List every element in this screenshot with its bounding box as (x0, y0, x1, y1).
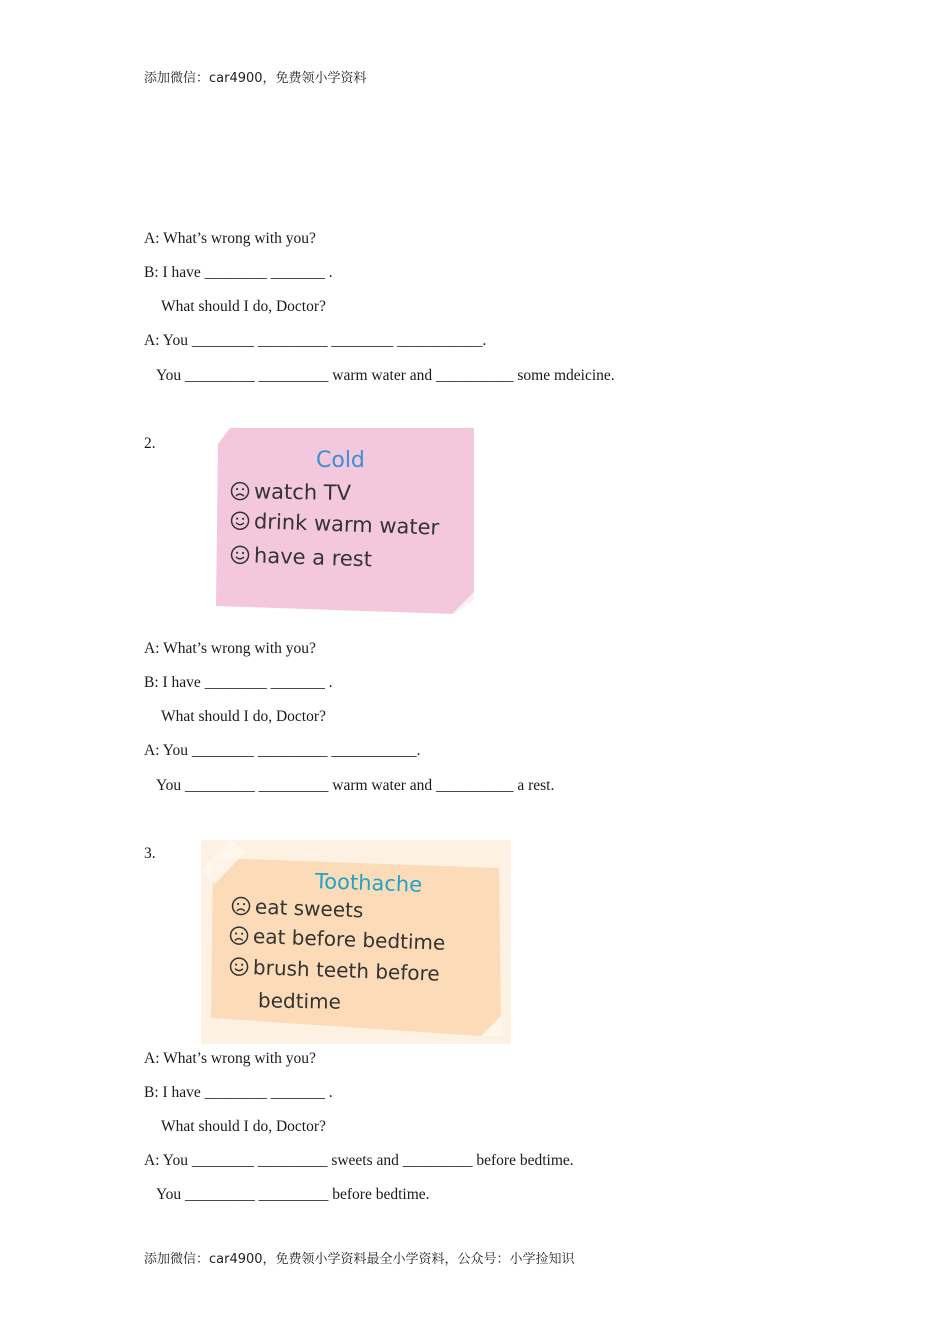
smile-face-icon (229, 956, 250, 977)
cold-item-rest: have a rest (230, 543, 373, 572)
s2-line-b2: What should I do, Doctor? (161, 708, 326, 725)
toothache-item-brush-cont: bedtime (257, 988, 342, 1014)
cold-item-watch-tv: watch TV (230, 479, 351, 505)
s1-line-a2: A: You ________ _________ ________ ___________. (144, 332, 487, 349)
s3-line-b1: B: I have ________ _______ . (144, 1084, 333, 1101)
s3-line-a3: You _________ _________ before bedtime. (156, 1186, 430, 1203)
cold-card-title: Cold (316, 448, 365, 473)
toothache-card-title: Toothache (314, 869, 423, 897)
s2-line-a3: You _________ _________ warm water and __________ a rest. (156, 777, 555, 794)
s1-line-b1: B: I have ________ _______ . (144, 264, 333, 281)
page-footer: 添加微信：car4900，免费领小学资料最全小学资料，公众号：小学捡知识 (144, 1252, 575, 1267)
sad-face-icon (230, 481, 250, 501)
toothache-card (201, 840, 511, 1044)
s3-line-a1: A: What’s wrong with you? (144, 1050, 316, 1067)
s2-number: 2. (144, 435, 156, 452)
s2-line-a2: A: You ________ _________ ___________. (144, 742, 421, 759)
s2-line-b1: B: I have ________ _______ . (144, 674, 333, 691)
s3-line-a2: A: You ________ _________ sweets and _________ before bedtime. (144, 1152, 574, 1169)
sad-face-icon (229, 925, 250, 946)
page-header: 添加微信：car4900，免费领小学资料 (144, 71, 367, 86)
s1-line-b2: What should I do, Doctor? (161, 298, 326, 315)
sad-face-icon (231, 896, 252, 917)
s3-number: 3. (144, 845, 156, 862)
s1-line-a3: You _________ _________ warm water and __________ some mdeicine. (156, 367, 615, 384)
cold-card (216, 428, 474, 614)
smile-face-icon (230, 510, 251, 531)
s3-line-b2: What should I do, Doctor? (161, 1118, 326, 1135)
toothache-item-brush: brush teeth before (229, 954, 440, 985)
cold-item-drink: drink warm water (230, 508, 440, 539)
toothache-item-sweets: eat sweets (231, 894, 364, 923)
smile-face-icon (230, 545, 251, 566)
s1-line-a1: A: What’s wrong with you? (144, 230, 316, 247)
toothache-item-bedtime: eat before bedtime (229, 923, 446, 955)
s2-line-a1: A: What’s wrong with you? (144, 640, 316, 657)
